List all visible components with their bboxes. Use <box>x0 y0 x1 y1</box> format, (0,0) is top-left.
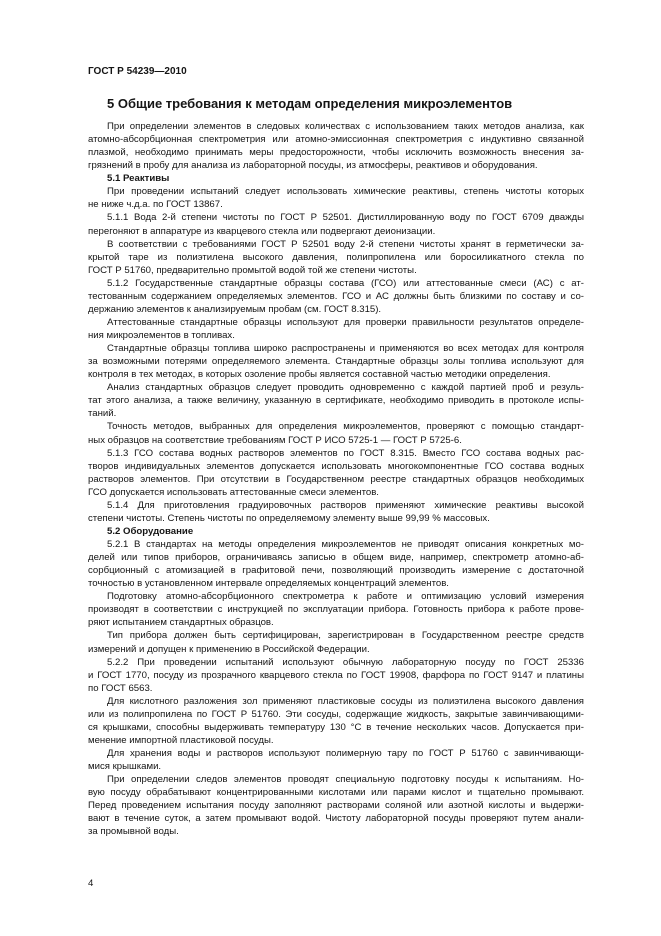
text-line: ных образцов на соответствие требованиям ГОСТ Р ИСО 5725-1 — ГОСТ Р 5725-6. <box>88 434 462 446</box>
text-line: грязнений в пробу для анализа из лабораторной посуды, из атмосферы, реактивов и оборудования. <box>88 160 538 172</box>
text-line: или из полипропилена по ГОСТ Р 51760. Эти сосуды, содержащие жидкость, закрытые завинчивающими- <box>88 708 584 720</box>
text-line: не ниже ч.д.а. по ГОСТ 13867. <box>88 199 223 211</box>
text-line: делей или типов приборов, ограничиваясь записью в общем виде, например, спектрометр атомно-аб- <box>88 552 584 564</box>
text-line: ряют испытанием стандартных образцов. <box>88 617 274 629</box>
paragraph <box>88 342 584 381</box>
paragraph <box>88 629 584 655</box>
paragraph <box>88 695 584 747</box>
page-number: 4 <box>88 878 94 889</box>
text-line: Подготовку атомно-абсорбционного спектрометра к работе и оптимизацию условий измерения <box>107 591 584 603</box>
text-line: по ГОСТ 6563. <box>88 682 153 694</box>
text-line: атомно-абсорбционная спектрометрия или атомно-эмиссионная спектрометрия с индуктивно связанной <box>88 134 584 146</box>
text-line: Анализ стандартных образцов следует проводить одновременно с каждой партией проб и резуль- <box>107 382 584 394</box>
text-line: При проведении испытаний следует использовать химические реактивы, степень чистоты которых <box>107 186 584 198</box>
text-line: ся крышками, способны выдерживать температуру 130 °С в течение нескольких часов. Допускается при- <box>88 721 584 733</box>
text-line: тестованным содержанием определяемых элементов. ГСО и АС должны быть близкими по составу и со- <box>88 290 584 302</box>
text-line: тат этого анализа, а также величину, указанную в сертификате, необходимо приводить в протоколе испы- <box>88 395 584 407</box>
clause-5-1-4 <box>88 499 584 525</box>
text-line: растворов элементов. При отсутствии в Государственном реестре стандартных образцов необходимых <box>88 473 584 485</box>
text-line: Для кислотного разложения зол применяют пластиковые сосуды из полиэтилена высокого давления <box>107 695 584 707</box>
text-line: сорбционный с атомизацией в графитовой печи, позволяющий производить измерение с достаточной <box>88 565 584 577</box>
text-line: мися крышками. <box>88 761 162 773</box>
text-line: При определении следов элементов проводят специальную подготовку посуды к испытаниям. Но- <box>107 774 584 786</box>
text-line: Стандартные образцы топлива широко распространены и применяются во всех методах для контроля <box>107 343 584 355</box>
text-line: В соответствии с требованиями ГОСТ Р 52501 воду 2-й степени чистоты хранят в герметически за- <box>107 238 584 250</box>
text-line: ния микроэлементов в топливах. <box>88 330 235 341</box>
document-body <box>88 120 584 838</box>
text-line: таний. <box>88 408 117 420</box>
text-line: 5.2.1 В стандартах на методы определения микроэлементов не приводят описания конкретных мо- <box>107 539 584 550</box>
text-line: Перед проведением испытания посуду заполняют растворами соляной или азотной кислоты и выдержи- <box>88 800 584 812</box>
paragraph-intro <box>88 120 584 172</box>
paragraph <box>88 420 584 446</box>
clause-5-2-1 <box>88 538 584 590</box>
paragraph <box>88 185 584 211</box>
paragraph <box>88 238 584 277</box>
text-line: Тип прибора должен быть сертифицирован, зарегистрирован в Государственном реестре средств <box>107 630 584 642</box>
text-line: Точность методов, выбранных для определения микроэлементов, проверяют с помощью стандарт- <box>107 421 584 433</box>
text-line: Для хранения воды и растворов используют полимерную тару по ГОСТ Р 51760 с завинчивающи- <box>107 748 584 759</box>
paragraph <box>88 590 584 629</box>
subsection-heading-5-1: 5.1 Реактивы <box>107 173 170 185</box>
text-line: ГОСТ Р 51760, предварительно промытой водой той же степени чистоты. <box>88 264 417 276</box>
text-line: Аттестованные стандартные образцы используют для проверки правильности результатов определе- <box>107 316 584 328</box>
paragraph <box>88 381 584 420</box>
text-line: точностью в установленном интервале определяемых концентраций элементов. <box>88 578 449 590</box>
paragraph <box>88 773 584 838</box>
text-line: 5.1.1 Вода 2-й степени чистоты по ГОСТ Р 52501. Дистиллированную воду по ГОСТ 6709 дважды <box>107 212 584 224</box>
text-line: за промывной воды. <box>88 826 179 838</box>
clause-5-2-2 <box>88 656 584 695</box>
text-line: 5.1.3 ГСО состава водных растворов элементов по ГОСТ 8.315. Вместо ГСО состава водных рас- <box>107 447 584 459</box>
text-line: производят в соответствии с инструкцией по эксплуатации прибора. Готовность прибора к работе прове- <box>88 604 584 616</box>
clause-5-1-3 <box>88 447 584 499</box>
text-line: творов индивидуальных элементов допускается использовать многокомпонентные ГСО состава водных <box>88 460 584 472</box>
subsection-heading-5-2: 5.2 Оборудование <box>107 525 194 537</box>
text-line: контроля в тех методах, в которых озоление пробы является составной частью методики определения. <box>88 369 551 381</box>
text-line: держанию элементов к анализируемым пробам (см. ГОСТ 8.315). <box>88 303 382 315</box>
text-line: степени чистоты. Степень чистоты по определяемому элементу выше 99,99 % массовых. <box>88 512 490 524</box>
text-line: и ГОСТ 1770, посуду из прозрачного кварцевого стекла по ГОСТ 19908, фарфора по ГОСТ 9147 и платины <box>88 669 584 681</box>
text-line: плазмой, необходимо принимать меры предосторожности, чтобы исключить возможность внесения за- <box>88 147 584 159</box>
text-line: ГСО допускается использовать аттестованные смеси элементов. <box>88 486 379 498</box>
clause-5-1-1 <box>88 211 584 237</box>
text-line: крытой таре из полиэтилена высокого давления, полипропилена или боросиликатного стекла по <box>88 251 584 263</box>
section-title: 5 Общие требования к методам определения микроэлементов <box>107 96 513 111</box>
text-line: 5.1.4 Для приготовления градуировочных растворов применяют химические реактивы высокой <box>107 499 584 511</box>
clause-5-1-2 <box>88 277 584 316</box>
text-line: 5.2.2 При проведении испытаний используют обычную лабораторную посуду по ГОСТ 25336 <box>107 656 584 668</box>
paragraph <box>88 747 584 773</box>
text-line: вают в течение суток, а затем промывают водой. Чистоту лабораторной посуды проверяют путем анали- <box>88 813 584 825</box>
paragraph <box>88 316 584 342</box>
text-line: перегоняют в аппаратуре из кварцевого стекла или подвергают деионизации. <box>88 225 436 237</box>
text-line: измерений и допущен к применению в Российской Федерации. <box>88 643 370 655</box>
text-line: 5.1.2 Государственные стандартные образцы состава (ГСО) или аттестованные смеси (АС) с ат- <box>107 277 584 289</box>
text-line: за возможными потерями определяемого элемента. Стандартные образцы золы топлива используют для <box>88 356 584 368</box>
text-line: менение импортной пластиковой посуды. <box>88 734 274 746</box>
text-line: При определении элементов в следовых количествах с использованием таких методов анализа, как <box>107 121 584 132</box>
document-id-header: ГОСТ Р 54239—2010 <box>88 66 187 77</box>
text-line: вую посуду обрабатывают концентрированными кислотами или парами кислот и тщательно промывают. <box>88 787 584 799</box>
